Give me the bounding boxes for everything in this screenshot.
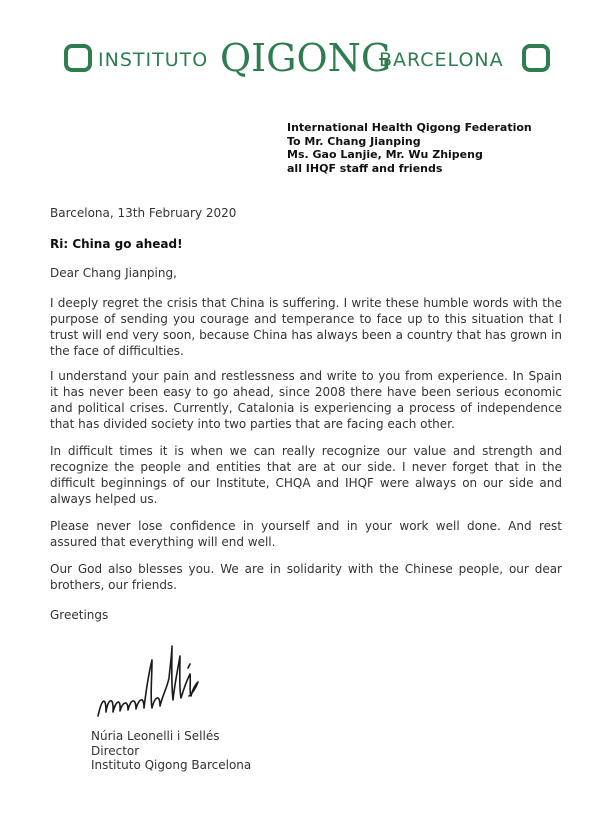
recipient-line: To Mr. Chang Jianping xyxy=(287,134,421,148)
recipient-line: Ms. Gao Lanjie, Mr. Wu Zhipeng xyxy=(287,148,483,161)
logo-square-icon xyxy=(64,44,92,72)
body-paragraph: Our God also blesses you. We are in solidarity with the Chinese people, our dear brothers, our friends. xyxy=(50,562,562,592)
body-paragraph: I understand your pain and restlessness and write to you from experience. In Spain it has never been easy to go ahead, since 2008 there have been serious economic and political crises. Currently, Catalonia is experiencing a process of independence that has divided society into two parties that are facing each other. xyxy=(50,369,562,431)
date-line: Barcelona, 13th February 2020 xyxy=(50,206,237,220)
letterhead xyxy=(64,36,550,80)
letterhead-left-text: INSTITUTO xyxy=(98,49,209,71)
signer-title: Director xyxy=(91,743,140,758)
greeting: Greetings xyxy=(50,608,109,622)
logo-square-icon xyxy=(522,44,550,72)
letterhead-right-text: BARCELONA xyxy=(379,49,504,71)
recipient-block xyxy=(287,121,577,175)
recipient-line: all IHQF staff and friends xyxy=(287,161,443,175)
subject-line: Ri: China go ahead! xyxy=(50,237,183,251)
signer-organization: Instituto Qigong Barcelona xyxy=(91,758,252,772)
body-paragraph: Please never lose confidence in yourself and in your work well done. And rest assured that everything will end well. xyxy=(50,519,562,549)
salutation: Dear Chang Jianping, xyxy=(50,266,177,280)
handwritten-signature xyxy=(92,638,207,723)
signer-name: Núria Leonelli i Sellés xyxy=(91,729,220,743)
letterhead-center-text: QIGONG xyxy=(220,36,392,80)
recipient-line: International Health Qigong Federation xyxy=(287,121,532,134)
closing-block xyxy=(91,729,251,773)
body-paragraph: In difficult times it is when we can really recognize our value and strength and recognize the people and entities that are at our side. I never forget that in the difficult beginnings of our Institute, CHQA and IHQF were always on our side and always helped us. xyxy=(50,444,562,506)
body-paragraph: I deeply regret the crisis that China is suffering. I write these humble words with the purpose of sending you courage and temperance to face up to this situation that I trust will end very soon, because China has always been a country that has grown in the face of difficulties. xyxy=(50,296,562,358)
